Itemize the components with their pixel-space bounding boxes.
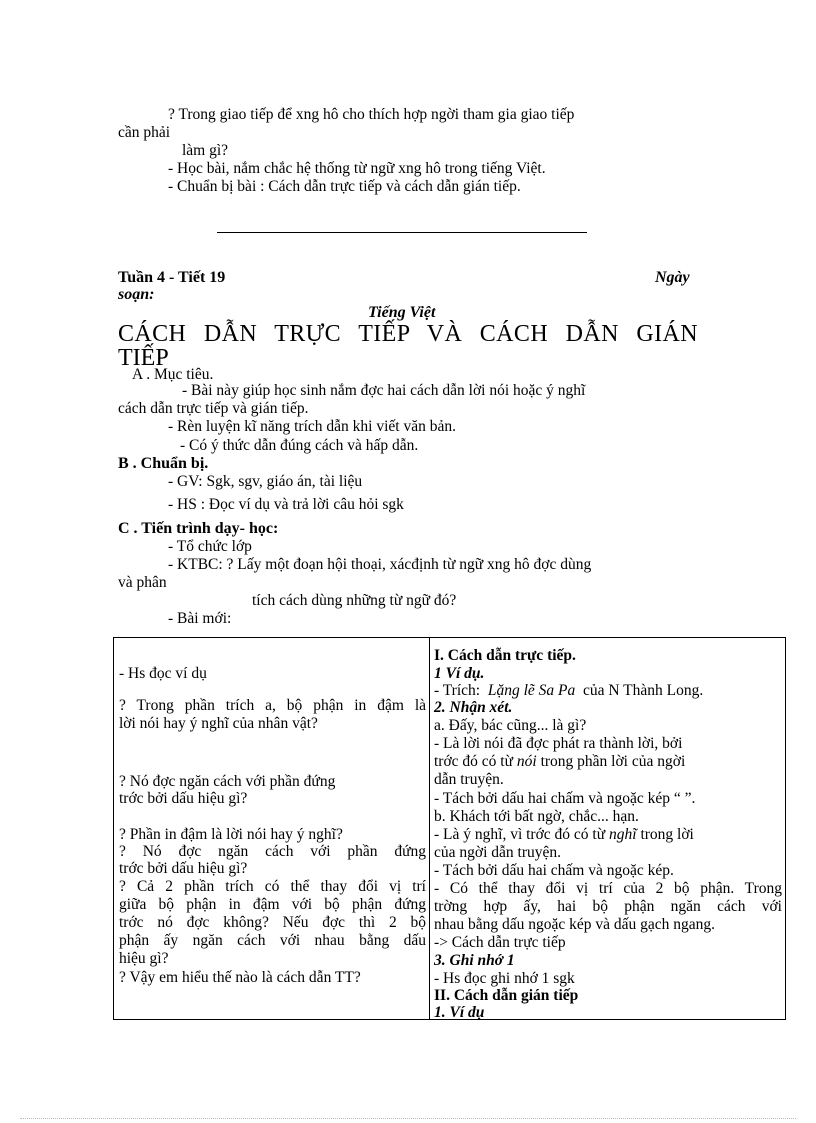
quote-suffix: của N Thành Long. <box>583 682 704 699</box>
swap-note-3: nhau bằng dấu ngoặc kép và dấu gạch ngang. <box>434 916 716 933</box>
section-b-teacher: - GV: Sgk, sgv, giáo án, tài liệu <box>168 473 363 490</box>
direct-speech-conclusion: -> Cách dẫn trực tiếp <box>434 934 566 951</box>
example-heading-1: 1 Ví dụ. <box>434 665 485 682</box>
section-a-line1: - Bài này giúp học sinh nắm đợc hai cách dẫn lời nói hoặc ý nghĩ <box>182 382 586 399</box>
example-a-note-3: dẫn truyện. <box>434 771 504 788</box>
prepared-label: soạn: <box>118 286 155 303</box>
section-c-line2: - KTBC: ? Lấy một đoạn hội thoại, xácđịnh từ ngữ xng hô đợc dùng <box>168 556 592 573</box>
lesson-activity-table <box>113 637 786 1020</box>
example-b: b. Khách tới bất ngờ, chắc... hạn. <box>434 808 639 825</box>
b-note-suffix: trong lời <box>640 826 694 843</box>
left-row-7: ? Vậy em hiểu thế nào là cách dẫn TT? <box>119 969 361 986</box>
note-2-keyword: nói <box>516 753 537 770</box>
example-a-note-1: - Là lời nói đã đợc phát ra thành lời, bởi <box>434 735 683 752</box>
left-row-4: ? Phần in đậm là lời nói hay ý nghĩ? <box>119 826 343 843</box>
left-row-1: - Hs đọc ví dụ <box>119 665 207 682</box>
remarks-heading: 2. Nhận xét. <box>434 699 513 716</box>
quote-source-line <box>434 682 703 700</box>
swap-note-2: trờng hợp ấy, hai bộ phận ngăn cách với <box>434 898 782 915</box>
lesson-title: CÁCH DẪN TRỰC TIẾP VÀ CÁCH DẪN GIÁN <box>118 321 698 347</box>
quote-work-title: Lặng lẽ Sa Pa <box>487 682 576 699</box>
left-row-6a: ? Cả 2 phần trích có thể thay đổi vị trí <box>119 878 426 895</box>
homework-question-line2: cần phải <box>118 124 171 141</box>
homework-item-1: - Học bài, nắm chắc hệ thống từ ngữ xng hô trong tiếng Việt. <box>168 160 546 177</box>
left-row-2a: ? Trong phần trích a, bộ phận in đậm là <box>119 697 426 714</box>
example-a: a. Đấy, bác cũng... là gì? <box>434 717 587 734</box>
section-c-line4: tích cách dùng những từ ngữ đó? <box>252 592 457 609</box>
section-divider <box>217 232 587 233</box>
left-row-6e: hiệu gì? <box>119 950 169 967</box>
quote-prefix: - Trích: <box>434 682 481 699</box>
swap-note-1: - Có thể thay đổi vị trí của 2 bộ phận. Trong <box>434 880 782 897</box>
homework-question-line1: ? Trong giao tiếp để xng hô cho thích hợp ngời tham gia giao tiếp <box>168 106 575 123</box>
section-a-heading: A . Mục tiêu. <box>132 366 214 383</box>
remember-note: - Hs đọc ghi nhớ 1 sgk <box>434 970 575 987</box>
left-row-5a: ? Nó đợc ngăn cách với phần đứng <box>119 843 426 860</box>
section-c-line5: - Bài mới: <box>168 610 232 627</box>
section-a-line4: - Có ý thức dẫn đúng cách và hấp dẫn. <box>180 437 419 454</box>
example-b-note-1 <box>434 826 694 844</box>
section-a-line3: - Rèn luyện kĩ năng trích dẫn khi viết văn bản. <box>168 418 456 435</box>
date-label: Ngày <box>655 269 690 286</box>
example-b-note-2: của ngời dẫn truyện. <box>434 844 561 861</box>
week-lesson-label: Tuần 4 - Tiết 19 <box>118 269 226 286</box>
left-row-3a: ? Nó đợc ngăn cách với phần đứng <box>119 773 336 790</box>
example-b-note-3: - Tách bởi dấu hai chấm và ngoặc kép. <box>434 862 674 879</box>
left-row-2b: lời nói hay ý nghĩ của nhân vật? <box>119 715 318 732</box>
note-2-suffix: trong phần lời của ngời <box>540 753 686 770</box>
section-a-line2: cách dẫn trực tiếp và gián tiếp. <box>118 400 309 417</box>
left-row-6b: giữa bộ phận in đậm với bộ phận đứng <box>119 896 426 913</box>
heading-indirect-speech: II. Cách dẫn gián tiếp <box>434 987 579 1004</box>
section-b-heading: B . Chuẩn bị. <box>118 455 209 472</box>
left-row-6c: trớc nó đợc không? Nếu đợc thì 2 bộ <box>119 914 426 931</box>
teacher-questions-column <box>114 638 430 1020</box>
remember-heading: 3. Ghi nhớ 1 <box>434 952 515 969</box>
homework-item-2: - Chuẩn bị bài : Cách dẫn trực tiếp và cách dẫn gián tiếp. <box>168 178 521 195</box>
section-b-student: - HS : Đọc ví dụ và trả lời câu hỏi sgk <box>168 496 404 513</box>
section-c-heading: C . Tiến trình dạy- học: <box>118 520 279 537</box>
lesson-title-continued: TIẾP <box>118 345 169 371</box>
page-bottom-border <box>20 1118 796 1119</box>
content-column <box>430 638 786 1020</box>
section-c-line1: - Tổ chức lớp <box>168 538 252 555</box>
left-row-3b: trớc bởi dấu hiệu gì? <box>119 790 248 807</box>
b-note-prefix: - Là ý nghĩ, vì trớc đó có từ <box>434 826 606 843</box>
heading-direct-speech: I. Cách dẫn trực tiếp. <box>434 647 576 664</box>
b-note-keyword: nghĩ <box>609 826 637 843</box>
left-row-6d: phận ấy ngăn cách với nhau bằng dấu <box>119 932 426 949</box>
example-heading-2: 1. Ví dụ <box>434 1004 485 1021</box>
subject-label: Tiếng Việt <box>368 304 436 321</box>
note-2-prefix: trớc đó có từ <box>434 753 514 770</box>
homework-question-line3: làm gì? <box>182 142 229 159</box>
left-row-5b: trớc bởi dấu hiệu gì? <box>119 860 248 877</box>
example-a-note-4: - Tách bởi dấu hai chấm và ngoặc kép “ ”. <box>434 790 696 807</box>
section-c-line3: và phân <box>118 574 167 591</box>
example-a-note-2 <box>434 753 685 771</box>
